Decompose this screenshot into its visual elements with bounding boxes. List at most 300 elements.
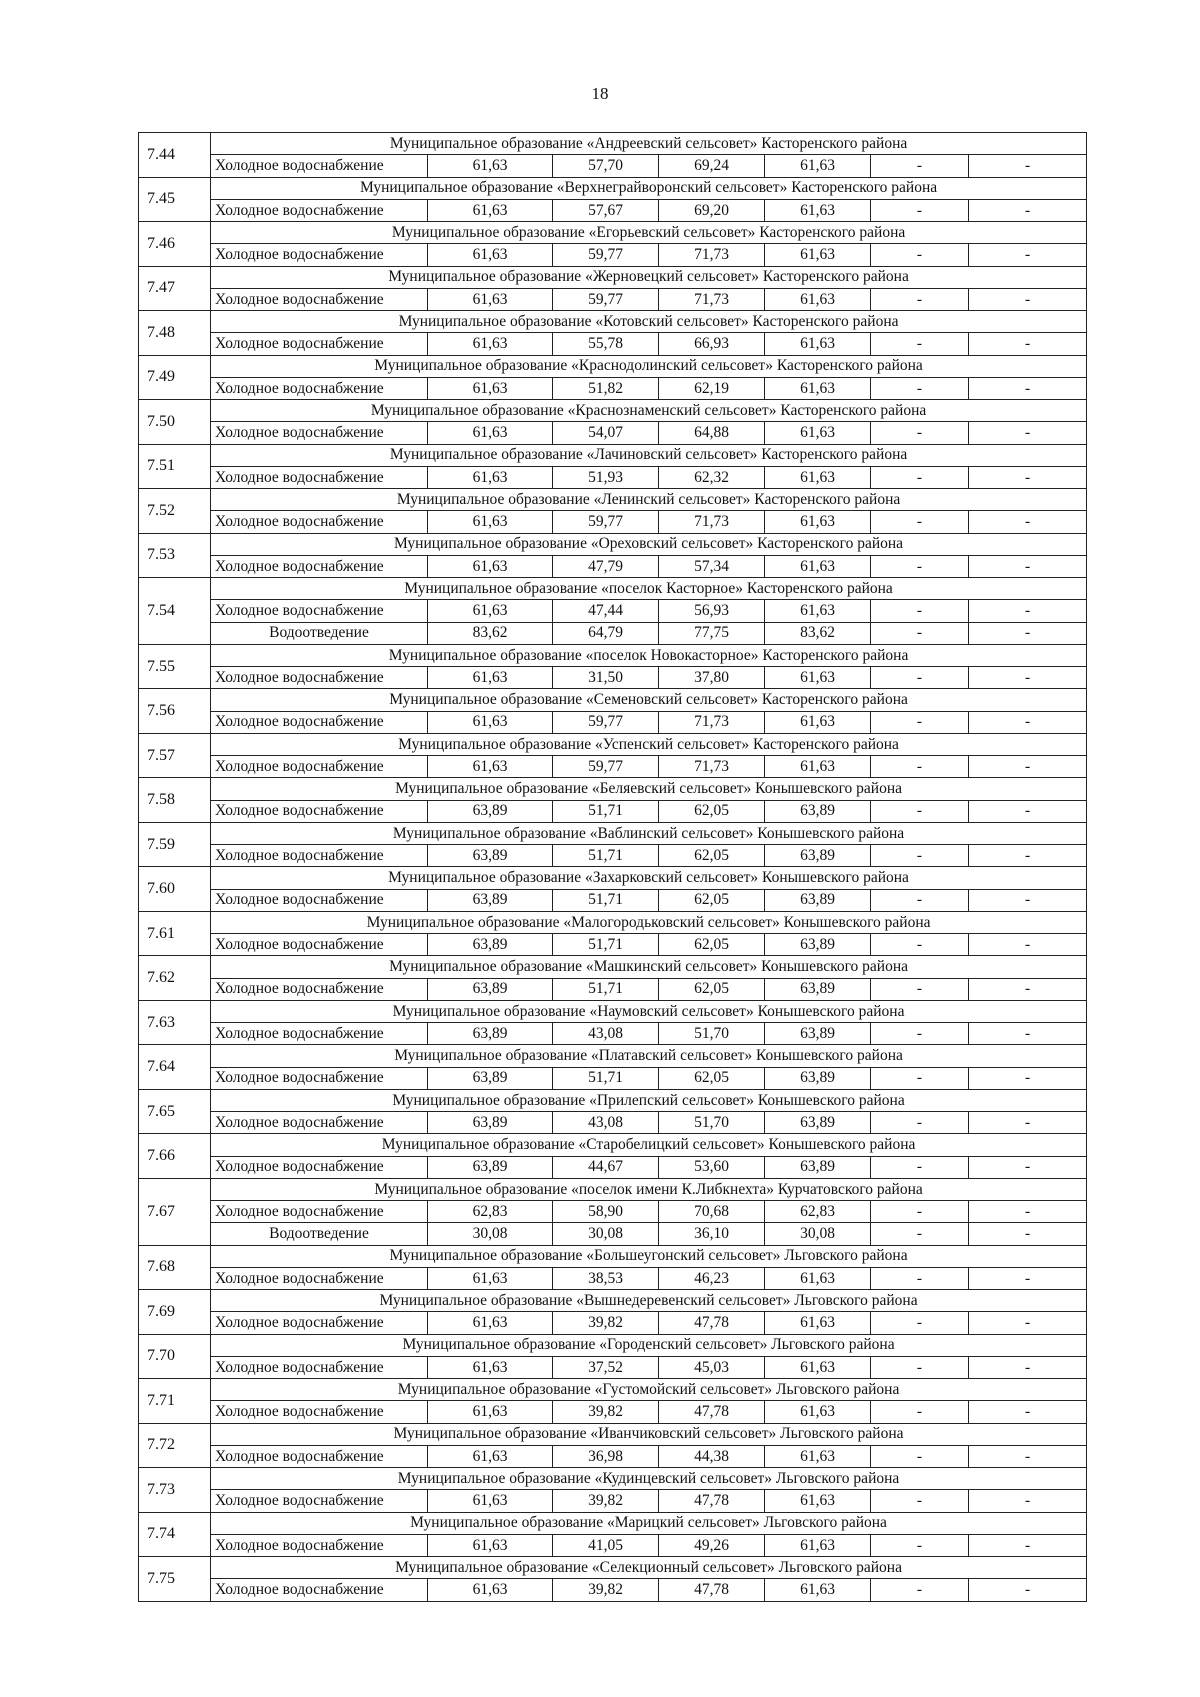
tariff-value: - xyxy=(871,600,969,622)
tariff-value: 61,63 xyxy=(765,1312,871,1334)
tariff-value: - xyxy=(871,1156,969,1178)
service-name: Холодное водоснабжение xyxy=(211,600,428,622)
tariff-value: 61,63 xyxy=(428,667,553,689)
service-name: Холодное водоснабжение xyxy=(211,288,428,310)
tariff-value: 62,05 xyxy=(659,934,765,956)
tariff-value: 59,77 xyxy=(553,244,659,266)
tariff-value: - xyxy=(871,422,969,444)
section-title: Муниципальное образование «Егорьевский сельсовет» Касторенского района xyxy=(211,222,1087,244)
tariff-value: - xyxy=(969,511,1087,533)
tariff-value: - xyxy=(969,555,1087,577)
tariff-value: 63,89 xyxy=(428,1023,553,1045)
section-title: Муниципальное образование «Наумовский сельсовет» Конышевского района xyxy=(211,1000,1087,1022)
tariff-value: - xyxy=(969,1267,1087,1289)
service-name: Холодное водоснабжение xyxy=(211,199,428,221)
tariff-value: - xyxy=(969,1579,1087,1602)
section-title: Муниципальное образование «Андреевский сельсовет» Касторенского района xyxy=(211,133,1087,155)
tariff-value: - xyxy=(871,244,969,266)
tariff-value: 38,53 xyxy=(553,1267,659,1289)
tariff-value: - xyxy=(871,1223,969,1245)
section-number: 7.73 xyxy=(139,1468,211,1513)
tariff-value: 66,93 xyxy=(659,333,765,355)
section-header-row xyxy=(139,1089,1087,1111)
table-row xyxy=(139,1401,1087,1423)
section-header-row xyxy=(139,1512,1087,1534)
tariff-value: - xyxy=(871,1401,969,1423)
service-name: Холодное водоснабжение xyxy=(211,333,428,355)
section-title: Муниципальное образование «поселок Новокасторное» Касторенского района xyxy=(211,644,1087,666)
tariff-value: - xyxy=(871,889,969,911)
service-name: Холодное водоснабжение xyxy=(211,800,428,822)
tariff-value: - xyxy=(969,800,1087,822)
service-name: Холодное водоснабжение xyxy=(211,1312,428,1334)
tariff-value: 61,63 xyxy=(428,1445,553,1467)
tariff-value: - xyxy=(871,934,969,956)
section-number: 7.66 xyxy=(139,1134,211,1179)
table-row xyxy=(139,1579,1087,1602)
section-title: Муниципальное образование «Большеугонский сельсовет» Льговского района xyxy=(211,1245,1087,1267)
service-name: Холодное водоснабжение xyxy=(211,845,428,867)
tariff-value: 61,63 xyxy=(765,1445,871,1467)
section-number: 7.65 xyxy=(139,1089,211,1134)
section-title: Муниципальное образование «Успенский сельсовет» Касторенского района xyxy=(211,733,1087,755)
section-header-row xyxy=(139,1290,1087,1312)
tariff-value: 47,78 xyxy=(659,1579,765,1602)
section-header-row xyxy=(139,311,1087,333)
tariff-value: 31,50 xyxy=(553,667,659,689)
tariff-value: 62,05 xyxy=(659,978,765,1000)
tariff-value: 63,89 xyxy=(428,1067,553,1089)
section-number: 7.62 xyxy=(139,956,211,1001)
tariff-value: 61,63 xyxy=(765,1356,871,1378)
section-number: 7.68 xyxy=(139,1245,211,1290)
tariff-value: - xyxy=(969,1023,1087,1045)
tariff-value: 61,63 xyxy=(428,466,553,488)
tariff-value: 63,89 xyxy=(765,1156,871,1178)
service-name: Холодное водоснабжение xyxy=(211,377,428,399)
section-header-row xyxy=(139,222,1087,244)
tariff-value: - xyxy=(969,1067,1087,1089)
tariff-value: 61,63 xyxy=(428,377,553,399)
tariff-value: - xyxy=(871,711,969,733)
tariff-value: 61,63 xyxy=(428,1312,553,1334)
tariff-value: - xyxy=(969,333,1087,355)
tariff-value: - xyxy=(871,199,969,221)
tariff-value: 61,63 xyxy=(428,711,553,733)
section-number: 7.60 xyxy=(139,867,211,912)
section-title: Муниципальное образование «Марицкий сельсовет» Льговского района xyxy=(211,1512,1087,1534)
table-row xyxy=(139,800,1087,822)
tariff-value: 53,60 xyxy=(659,1156,765,1178)
tariff-value: 63,89 xyxy=(428,845,553,867)
section-title: Муниципальное образование «Вышнедеревенский сельсовет» Льговского района xyxy=(211,1290,1087,1312)
tariff-value: - xyxy=(969,1312,1087,1334)
page-number: 18 xyxy=(591,84,609,103)
tariff-value: 83,62 xyxy=(428,622,553,644)
tariff-value: - xyxy=(969,377,1087,399)
tariff-value: - xyxy=(871,1067,969,1089)
tariff-value: 61,63 xyxy=(428,1267,553,1289)
tariff-value: 61,63 xyxy=(428,555,553,577)
tariff-value: 51,70 xyxy=(659,1023,765,1045)
service-name: Холодное водоснабжение xyxy=(211,667,428,689)
tariff-value: 51,71 xyxy=(553,978,659,1000)
table-row xyxy=(139,511,1087,533)
tariff-value: 61,63 xyxy=(428,511,553,533)
section-title: Муниципальное образование «Иванчиковский сельсовет» Льговского района xyxy=(211,1423,1087,1445)
tariff-value: - xyxy=(969,1445,1087,1467)
section-header-row xyxy=(139,956,1087,978)
tariff-value: - xyxy=(969,1156,1087,1178)
section-number: 7.59 xyxy=(139,822,211,867)
table-row xyxy=(139,622,1087,644)
tariff-value: 44,38 xyxy=(659,1445,765,1467)
section-header-row xyxy=(139,689,1087,711)
section-title: Муниципальное образование «Платавский сельсовет» Конышевского района xyxy=(211,1045,1087,1067)
section-header-row xyxy=(139,1423,1087,1445)
section-number: 7.52 xyxy=(139,489,211,534)
tariff-value: - xyxy=(969,889,1087,911)
tariff-value: 61,63 xyxy=(428,1490,553,1512)
tariff-value: 51,71 xyxy=(553,800,659,822)
tariff-value: 43,08 xyxy=(553,1023,659,1045)
tariff-value: 62,05 xyxy=(659,800,765,822)
tariff-value: 61,63 xyxy=(428,333,553,355)
tariff-value: 55,78 xyxy=(553,333,659,355)
tariff-value: 39,82 xyxy=(553,1312,659,1334)
tariff-value: 47,78 xyxy=(659,1490,765,1512)
table-row xyxy=(139,288,1087,310)
tariff-value: 47,44 xyxy=(553,600,659,622)
tariff-value: 62,05 xyxy=(659,845,765,867)
tariff-value: 61,63 xyxy=(428,288,553,310)
section-title: Муниципальное образование «Захарковский сельсовет» Конышевского района xyxy=(211,867,1087,889)
tariff-value: 71,73 xyxy=(659,244,765,266)
section-header-row xyxy=(139,1178,1087,1200)
section-header-row xyxy=(139,1134,1087,1156)
section-title: Муниципальное образование «Ленинский сельсовет» Касторенского района xyxy=(211,489,1087,511)
service-name: Холодное водоснабжение xyxy=(211,889,428,911)
tariff-value: 63,89 xyxy=(428,889,553,911)
table-row xyxy=(139,889,1087,911)
service-name: Холодное водоснабжение xyxy=(211,244,428,266)
section-title: Муниципальное образование «Жерновецкий сельсовет» Касторенского района xyxy=(211,266,1087,288)
table-row xyxy=(139,600,1087,622)
tariff-value: - xyxy=(969,1534,1087,1556)
table-row xyxy=(139,333,1087,355)
section-title: Муниципальное образование «Краснодолинский сельсовет» Касторенского района xyxy=(211,355,1087,377)
tariff-value: 61,63 xyxy=(765,1579,871,1602)
tariff-value: 71,73 xyxy=(659,288,765,310)
tariff-value: 63,89 xyxy=(765,1023,871,1045)
tariff-value: 61,63 xyxy=(428,155,553,177)
tariff-value: - xyxy=(969,1490,1087,1512)
section-title: Муниципальное образование «Машкинский сельсовет» Конышевского района xyxy=(211,956,1087,978)
tariff-value: 51,93 xyxy=(553,466,659,488)
table-row xyxy=(139,1490,1087,1512)
section-header-row xyxy=(139,1000,1087,1022)
tariff-value: 47,78 xyxy=(659,1312,765,1334)
tariff-value: 61,63 xyxy=(765,377,871,399)
tariff-table-body xyxy=(139,133,1087,1602)
service-name: Водоотведение xyxy=(211,1223,428,1245)
table-row xyxy=(139,1112,1087,1134)
tariff-value: 61,63 xyxy=(765,1490,871,1512)
section-number: 7.51 xyxy=(139,444,211,489)
section-title: Муниципальное образование «Семеновский сельсовет» Касторенского района xyxy=(211,689,1087,711)
tariff-value: 63,89 xyxy=(765,978,871,1000)
tariff-value: 57,70 xyxy=(553,155,659,177)
tariff-value: 47,78 xyxy=(659,1401,765,1423)
section-header-row xyxy=(139,489,1087,511)
section-header-row xyxy=(139,1379,1087,1401)
tariff-value: 63,89 xyxy=(428,1112,553,1134)
tariff-value: 37,52 xyxy=(553,1356,659,1378)
table-row xyxy=(139,1156,1087,1178)
section-number: 7.75 xyxy=(139,1557,211,1602)
tariff-table xyxy=(138,132,1087,1602)
tariff-value: 61,63 xyxy=(428,1401,553,1423)
tariff-value: 63,89 xyxy=(765,1112,871,1134)
table-row xyxy=(139,466,1087,488)
tariff-value: - xyxy=(969,845,1087,867)
section-title: Муниципальное образование «Краснознаменский сельсовет» Касторенского района xyxy=(211,400,1087,422)
tariff-value: 63,89 xyxy=(428,934,553,956)
tariff-value: 51,70 xyxy=(659,1112,765,1134)
tariff-value: - xyxy=(871,756,969,778)
tariff-value: 61,63 xyxy=(428,1356,553,1378)
section-number: 7.55 xyxy=(139,644,211,689)
tariff-value: 62,83 xyxy=(428,1201,553,1223)
section-header-row xyxy=(139,533,1087,555)
tariff-value: - xyxy=(969,600,1087,622)
tariff-value: 30,08 xyxy=(765,1223,871,1245)
tariff-value: 61,63 xyxy=(765,155,871,177)
tariff-value: 69,24 xyxy=(659,155,765,177)
tariff-value: - xyxy=(871,1201,969,1223)
tariff-value: - xyxy=(871,1356,969,1378)
tariff-value: - xyxy=(969,756,1087,778)
tariff-value: - xyxy=(969,199,1087,221)
tariff-value: - xyxy=(969,978,1087,1000)
tariff-value: 56,93 xyxy=(659,600,765,622)
tariff-value: 45,03 xyxy=(659,1356,765,1378)
tariff-value: 61,63 xyxy=(765,1534,871,1556)
tariff-value: - xyxy=(871,800,969,822)
tariff-value: 62,05 xyxy=(659,889,765,911)
tariff-value: 61,63 xyxy=(765,244,871,266)
tariff-value: 61,63 xyxy=(765,466,871,488)
tariff-value: - xyxy=(871,1267,969,1289)
service-name: Холодное водоснабжение xyxy=(211,1579,428,1602)
tariff-value: 46,23 xyxy=(659,1267,765,1289)
tariff-value: - xyxy=(871,1490,969,1512)
section-title: Муниципальное образование «Кудинцевский сельсовет» Льговского района xyxy=(211,1468,1087,1490)
section-header-row xyxy=(139,578,1087,600)
tariff-value: 61,63 xyxy=(765,756,871,778)
table-row xyxy=(139,1312,1087,1334)
tariff-value: 61,63 xyxy=(765,667,871,689)
service-name: Холодное водоснабжение xyxy=(211,756,428,778)
tariff-value: - xyxy=(871,978,969,1000)
tariff-value: 61,63 xyxy=(428,244,553,266)
tariff-value: 61,63 xyxy=(765,1267,871,1289)
tariff-value: - xyxy=(871,1112,969,1134)
tariff-value: 61,63 xyxy=(765,711,871,733)
tariff-value: - xyxy=(871,845,969,867)
tariff-value: 63,89 xyxy=(765,889,871,911)
tariff-value: 59,77 xyxy=(553,288,659,310)
tariff-value: - xyxy=(871,511,969,533)
tariff-value: 49,26 xyxy=(659,1534,765,1556)
tariff-value: 63,89 xyxy=(428,1156,553,1178)
tariff-value: 61,63 xyxy=(765,511,871,533)
section-number: 7.61 xyxy=(139,911,211,956)
tariff-value: - xyxy=(969,422,1087,444)
section-header-row xyxy=(139,266,1087,288)
table-row xyxy=(139,1445,1087,1467)
tariff-value: 61,63 xyxy=(428,1579,553,1602)
section-header-row xyxy=(139,1334,1087,1356)
section-header-row xyxy=(139,1045,1087,1067)
service-name: Холодное водоснабжение xyxy=(211,1112,428,1134)
service-name: Холодное водоснабжение xyxy=(211,1023,428,1045)
tariff-value: - xyxy=(969,622,1087,644)
section-number: 7.58 xyxy=(139,778,211,823)
section-header-row xyxy=(139,444,1087,466)
tariff-value: - xyxy=(871,155,969,177)
service-name: Холодное водоснабжение xyxy=(211,1156,428,1178)
tariff-value: - xyxy=(969,1401,1087,1423)
table-row xyxy=(139,1201,1087,1223)
tariff-value: 61,63 xyxy=(765,422,871,444)
table-row xyxy=(139,244,1087,266)
tariff-value: 61,63 xyxy=(428,1534,553,1556)
tariff-value: 41,05 xyxy=(553,1534,659,1556)
tariff-value: - xyxy=(969,466,1087,488)
section-number: 7.45 xyxy=(139,177,211,222)
tariff-value: 44,67 xyxy=(553,1156,659,1178)
tariff-value: 36,98 xyxy=(553,1445,659,1467)
service-name: Холодное водоснабжение xyxy=(211,1490,428,1512)
tariff-value: - xyxy=(969,244,1087,266)
tariff-value: 30,08 xyxy=(553,1223,659,1245)
section-title: Муниципальное образование «Беляевский сельсовет» Конышевского района xyxy=(211,778,1087,800)
section-number: 7.72 xyxy=(139,1423,211,1468)
section-number: 7.46 xyxy=(139,222,211,267)
section-title: Муниципальное образование «Котовский сельсовет» Касторенского района xyxy=(211,311,1087,333)
tariff-value: 62,05 xyxy=(659,1067,765,1089)
section-title: Муниципальное образование «Селекционный сельсовет» Льговского района xyxy=(211,1557,1087,1579)
tariff-value: 47,79 xyxy=(553,555,659,577)
tariff-value: 61,63 xyxy=(765,555,871,577)
service-name: Холодное водоснабжение xyxy=(211,1267,428,1289)
tariff-value: - xyxy=(871,1312,969,1334)
tariff-value: 61,63 xyxy=(765,333,871,355)
section-number: 7.71 xyxy=(139,1379,211,1424)
section-number: 7.64 xyxy=(139,1045,211,1090)
service-name: Холодное водоснабжение xyxy=(211,1201,428,1223)
tariff-value: - xyxy=(871,1023,969,1045)
tariff-value: - xyxy=(969,711,1087,733)
service-name: Холодное водоснабжение xyxy=(211,1534,428,1556)
tariff-value: 57,34 xyxy=(659,555,765,577)
section-header-row xyxy=(139,822,1087,844)
section-title: Муниципальное образование «поселок Касторное» Касторенского района xyxy=(211,578,1087,600)
section-number: 7.44 xyxy=(139,133,211,178)
tariff-value: - xyxy=(969,1112,1087,1134)
tariff-value: - xyxy=(871,466,969,488)
tariff-value: 61,63 xyxy=(428,600,553,622)
section-number: 7.54 xyxy=(139,578,211,645)
tariff-value: 61,63 xyxy=(765,600,871,622)
section-header-row xyxy=(139,355,1087,377)
service-name: Холодное водоснабжение xyxy=(211,1356,428,1378)
tariff-value: - xyxy=(969,667,1087,689)
section-title: Муниципальное образование «Малогородьковский сельсовет» Конышевского района xyxy=(211,911,1087,933)
service-name: Холодное водоснабжение xyxy=(211,711,428,733)
section-number: 7.63 xyxy=(139,1000,211,1045)
section-header-row xyxy=(139,644,1087,666)
tariff-value: 63,89 xyxy=(428,978,553,1000)
section-title: Муниципальное образование «поселок имени К.Либкнехта» Курчатовского района xyxy=(211,1178,1087,1200)
tariff-value: - xyxy=(871,288,969,310)
section-header-row xyxy=(139,133,1087,155)
tariff-value: 63,89 xyxy=(765,1067,871,1089)
service-name: Холодное водоснабжение xyxy=(211,1067,428,1089)
table-row xyxy=(139,1067,1087,1089)
tariff-value: - xyxy=(871,1534,969,1556)
service-name: Холодное водоснабжение xyxy=(211,466,428,488)
section-title: Муниципальное образование «Городенский сельсовет» Льговского района xyxy=(211,1334,1087,1356)
table-row xyxy=(139,199,1087,221)
table-row xyxy=(139,1534,1087,1556)
section-number: 7.57 xyxy=(139,733,211,778)
tariff-value: 61,63 xyxy=(428,199,553,221)
tariff-value: 39,82 xyxy=(553,1490,659,1512)
section-header-row xyxy=(139,733,1087,755)
section-number: 7.53 xyxy=(139,533,211,578)
tariff-value: - xyxy=(871,1445,969,1467)
section-title: Муниципальное образование «Старобелицкий сельсовет» Конышевского района xyxy=(211,1134,1087,1156)
tariff-value: - xyxy=(969,1356,1087,1378)
section-title: Муниципальное образование «Ореховский сельсовет» Касторенского района xyxy=(211,533,1087,555)
tariff-value: 58,90 xyxy=(553,1201,659,1223)
service-name: Холодное водоснабжение xyxy=(211,1445,428,1467)
table-row xyxy=(139,155,1087,177)
table-row xyxy=(139,711,1087,733)
section-header-row xyxy=(139,867,1087,889)
tariff-value: 59,77 xyxy=(553,711,659,733)
tariff-value: 71,73 xyxy=(659,711,765,733)
tariff-value: 63,89 xyxy=(765,800,871,822)
section-number: 7.49 xyxy=(139,355,211,400)
tariff-value: 64,88 xyxy=(659,422,765,444)
tariff-value: - xyxy=(969,1201,1087,1223)
table-row xyxy=(139,756,1087,778)
tariff-value: 51,71 xyxy=(553,889,659,911)
section-title: Муниципальное образование «Верхнеграйворонский сельсовет» Касторенского района xyxy=(211,177,1087,199)
table-row xyxy=(139,845,1087,867)
tariff-value: 63,89 xyxy=(428,800,553,822)
service-name: Холодное водоснабжение xyxy=(211,422,428,444)
section-number: 7.67 xyxy=(139,1178,211,1245)
service-name: Холодное водоснабжение xyxy=(211,511,428,533)
tariff-value: 51,71 xyxy=(553,934,659,956)
section-number: 7.74 xyxy=(139,1512,211,1557)
tariff-value: 69,20 xyxy=(659,199,765,221)
tariff-value: - xyxy=(871,555,969,577)
